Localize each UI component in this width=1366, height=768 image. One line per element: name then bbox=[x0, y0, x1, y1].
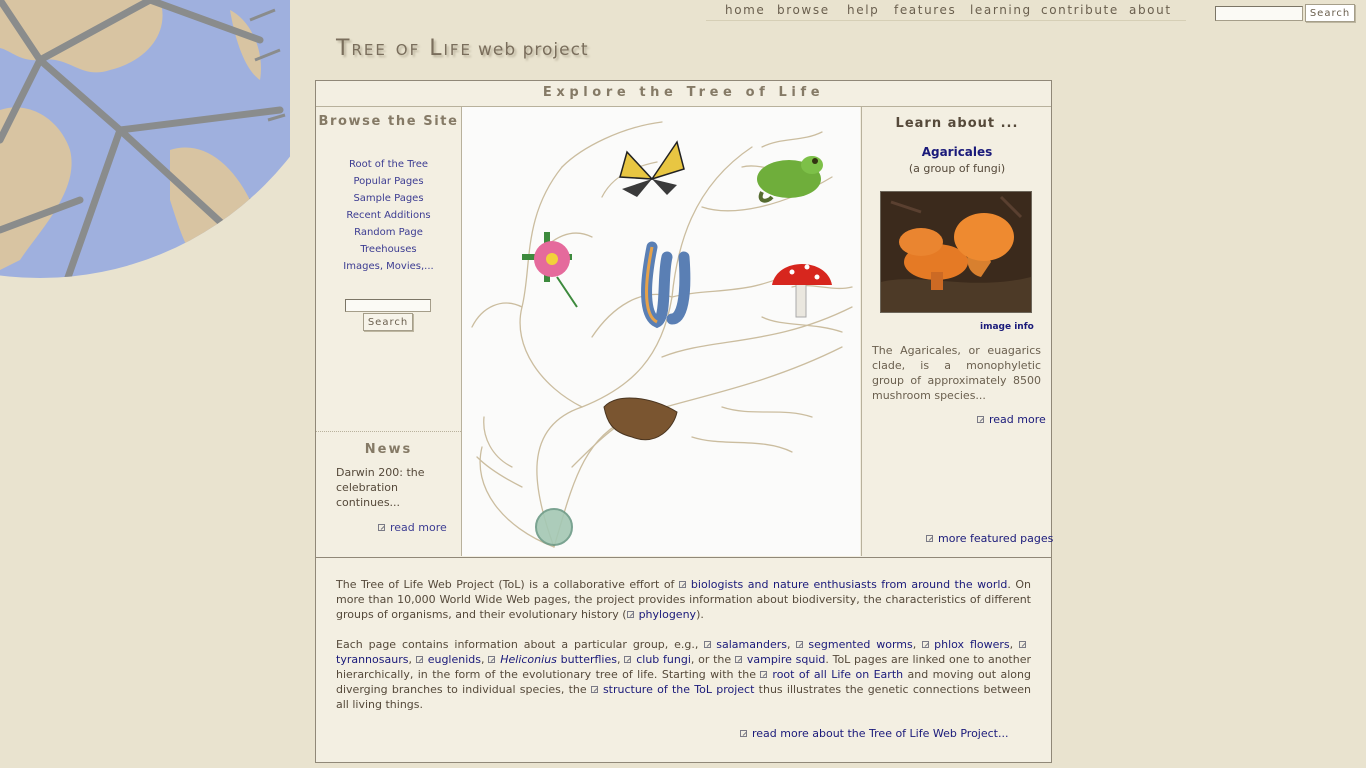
about-text-part: ). bbox=[696, 608, 704, 621]
featured-read-more-link[interactable] bbox=[977, 413, 1046, 426]
nav-contribute[interactable]: contribute bbox=[1041, 3, 1119, 17]
salamanders-link[interactable] bbox=[704, 638, 787, 651]
featured-group-link[interactable]: Agaricales bbox=[921, 145, 993, 159]
top-nav bbox=[706, 0, 1186, 21]
external-link-icon bbox=[704, 640, 713, 649]
browse-link-recent[interactable]: Recent Additions bbox=[346, 210, 431, 221]
nav-about[interactable]: about bbox=[1129, 3, 1172, 17]
about-paragraph-1 bbox=[336, 577, 1031, 622]
heliconius-link-rest: butterflies bbox=[556, 653, 617, 666]
euglenids-link-label: euglenids bbox=[427, 653, 481, 666]
news-divider bbox=[316, 431, 461, 432]
phylogeny-link-label: phylogeny bbox=[638, 608, 697, 621]
fossil-image bbox=[604, 398, 677, 440]
nav-home[interactable]: home bbox=[725, 3, 766, 17]
external-link-icon bbox=[591, 685, 600, 694]
site-title[interactable] bbox=[336, 36, 589, 66]
segmented-worms-link[interactable] bbox=[796, 638, 912, 651]
club-fungi-link[interactable] bbox=[624, 653, 691, 666]
club-fungi-link-label: club fungi bbox=[636, 653, 691, 666]
phlox-flowers-link-label: phlox flowers bbox=[934, 638, 1010, 651]
external-link-icon bbox=[735, 655, 744, 664]
external-link-icon bbox=[922, 640, 931, 649]
top-search-input[interactable] bbox=[1215, 6, 1303, 21]
nav-learning[interactable]: learning bbox=[970, 3, 1032, 17]
external-link-icon bbox=[378, 523, 387, 532]
explore-heading: Explore the Tree of Life bbox=[316, 81, 1051, 107]
more-featured-pages-link[interactable] bbox=[926, 532, 1053, 545]
learn-title: Learn about ... bbox=[895, 116, 1019, 131]
external-link-icon bbox=[679, 580, 688, 589]
external-link-icon bbox=[796, 640, 805, 649]
external-link-icon bbox=[416, 655, 425, 664]
contributors-link[interactable] bbox=[679, 578, 1007, 591]
tree-of-life-illustration[interactable] bbox=[462, 107, 860, 556]
image-info-link[interactable]: image info bbox=[980, 322, 1034, 332]
root-of-life-link[interactable] bbox=[760, 668, 903, 681]
featured-description-text: The Agaricales, or euagarics clade, is a monophyletic group of approximately 8500 mushroom species... bbox=[872, 344, 1041, 402]
butterfly-image bbox=[620, 142, 684, 197]
external-link-icon bbox=[627, 610, 636, 619]
more-featured-label: more featured pages bbox=[938, 532, 1054, 545]
euglenids-link[interactable] bbox=[416, 653, 481, 666]
about-text-part: thus illustrates the genetic connections between all living things. bbox=[336, 683, 1032, 711]
nav-browse[interactable]: browse bbox=[777, 3, 830, 17]
contributors-link-label: biologists and nature enthusiasts from around the world bbox=[690, 578, 1008, 591]
external-link-icon bbox=[488, 655, 497, 664]
site-title-main: Tree of Life bbox=[336, 36, 473, 61]
nav-help[interactable]: help bbox=[847, 3, 880, 17]
learn-column bbox=[861, 107, 1052, 556]
frog-image bbox=[757, 156, 823, 201]
browse-link-root[interactable]: Root of the Tree bbox=[348, 159, 429, 170]
external-link-icon bbox=[977, 415, 986, 424]
browse-search-input[interactable] bbox=[345, 299, 431, 312]
globe-logo bbox=[0, 0, 290, 305]
segmented-worms-link-label: segmented worms bbox=[808, 638, 913, 651]
about-text-part: . ToL pages are linked one to another hierarchically, in the form of the evolutionary tree of life. Starting with the bbox=[336, 653, 1032, 681]
about-read-more-label: read more about the Tree of Life Web Project... bbox=[752, 727, 1009, 740]
external-link-icon bbox=[1019, 640, 1028, 649]
about-text-part: Each page contains information about a particular group, e.g., bbox=[336, 638, 705, 651]
phylogeny-link[interactable] bbox=[627, 608, 696, 621]
external-link-icon bbox=[760, 670, 769, 679]
about-text-part: and moving out along diverging branches to individual species, the bbox=[336, 668, 1031, 696]
top-search-button[interactable]: Search bbox=[1305, 4, 1355, 22]
nav-features[interactable]: features bbox=[894, 3, 957, 17]
browse-link-sample[interactable]: Sample Pages bbox=[353, 193, 424, 204]
browse-link-random[interactable]: Random Page bbox=[354, 227, 423, 238]
news-text: Darwin 200: the celebration continues... bbox=[336, 466, 425, 509]
external-link-icon bbox=[624, 655, 633, 664]
worm-image bbox=[647, 247, 685, 322]
featured-mushroom-photo[interactable] bbox=[880, 191, 1032, 313]
browse-link-popular[interactable]: Popular Pages bbox=[353, 176, 424, 187]
featured-read-more-label: read more bbox=[989, 413, 1046, 426]
browse-column bbox=[316, 107, 462, 556]
browse-search-button[interactable]: Search bbox=[363, 313, 413, 331]
external-link-icon bbox=[926, 534, 935, 543]
mushroom-image bbox=[772, 264, 832, 317]
about-text bbox=[336, 577, 1031, 727]
main-panel bbox=[315, 80, 1052, 763]
browse-link-treehouses[interactable]: Treehouses bbox=[360, 244, 417, 255]
about-text-part: , or the bbox=[690, 653, 735, 666]
heliconius-link-italic: Heliconius bbox=[500, 653, 557, 666]
vampire-squid-link[interactable] bbox=[735, 653, 826, 666]
browse-link-images[interactable]: Images, Movies,... bbox=[343, 261, 434, 272]
heliconius-link[interactable] bbox=[488, 653, 617, 666]
about-section bbox=[316, 557, 1051, 763]
tol-structure-link[interactable] bbox=[591, 683, 754, 696]
about-paragraph-2: Each page contains information about a particular group, e.g., salamanders, segmented worms, phlox flowers, tyrannosaurs, euglenids, Heliconius butterflies, club fungi, or the vampire squid. ToL pages are linked one to another hierarchically, in the form of the evolutionary tree of life. Starting with the root of all Life on Earth and moving out along diverging branches to individual species, the structure of the ToL project thus illustrates the genetic connections between all living things. bbox=[336, 638, 1032, 711]
about-text-part: The Tree of Life Web Project (ToL) is a collaborative effort of bbox=[336, 578, 679, 591]
external-link-icon bbox=[740, 729, 749, 738]
news-title: News bbox=[364, 442, 413, 457]
site-title-sub: web project bbox=[478, 40, 589, 60]
browse-links bbox=[316, 156, 461, 275]
news-read-more-link[interactable] bbox=[378, 521, 447, 534]
about-text-part: . On more than 10,000 World Wide Web pages, the project provides information about biodiversity, the characteristics of different groups of organisms, and their evolutionary history ( bbox=[336, 578, 1032, 621]
tyrannosaurs-link-label: tyrannosaurs bbox=[336, 653, 409, 666]
tol-structure-link-label: structure of the ToL project bbox=[602, 683, 755, 696]
browse-title: Browse the Site bbox=[318, 114, 459, 129]
news-read-more-label: read more bbox=[390, 521, 447, 534]
cell-image bbox=[536, 509, 572, 545]
featured-group-description: (a group of fungi) bbox=[908, 162, 1006, 175]
vampire-squid-link-label: vampire squid bbox=[746, 653, 826, 666]
phlox-flowers-link[interactable] bbox=[922, 638, 1009, 651]
about-read-more-link[interactable] bbox=[740, 727, 1008, 740]
salamanders-link-label: salamanders bbox=[716, 638, 787, 651]
root-of-life-link-label: root of all Life on Earth bbox=[772, 668, 904, 681]
